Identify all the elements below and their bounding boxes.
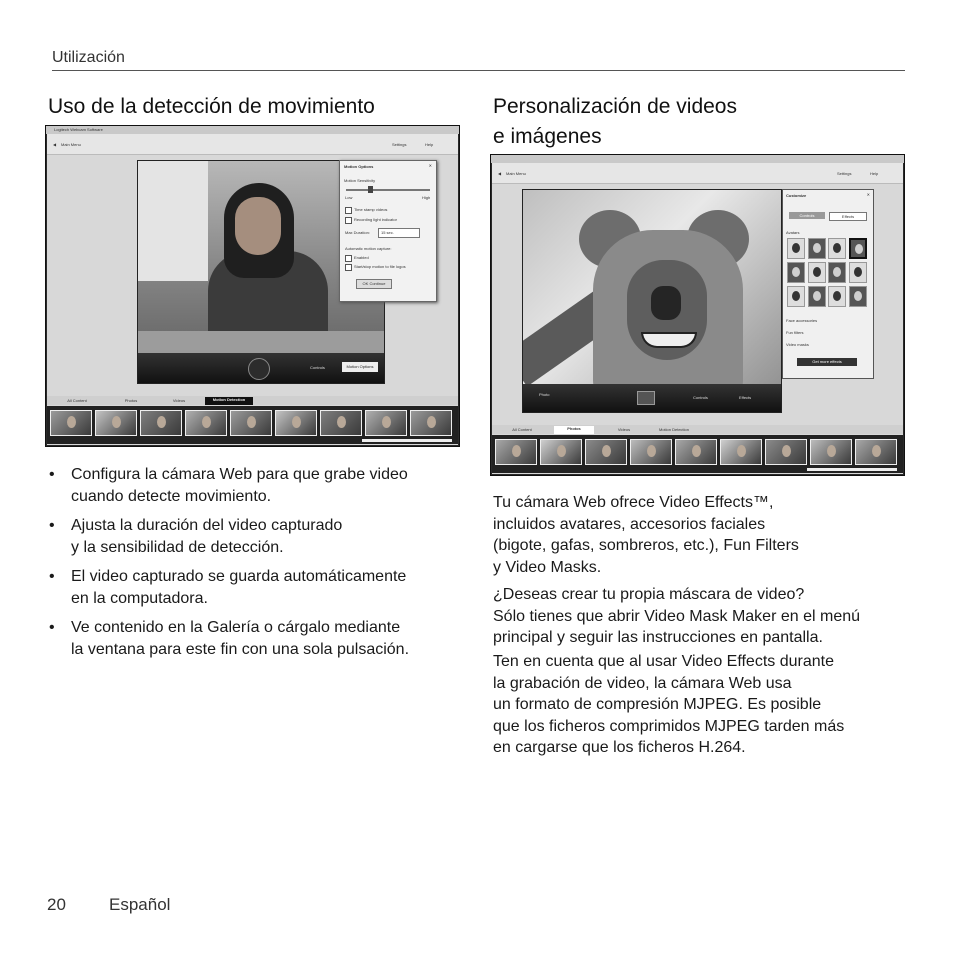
section-label: Utilización: [52, 49, 125, 66]
bullet-dot: •: [49, 619, 55, 636]
feature-bullet-list: [48, 464, 458, 668]
avatar-option[interactable]: [849, 238, 867, 259]
bullet-line: en la computadora.: [71, 589, 208, 607]
bullet-dot: •: [49, 466, 55, 483]
gallery-thumbnail[interactable]: [185, 410, 227, 436]
main-menu-link[interactable]: Main Menu: [61, 142, 81, 147]
gallery-thumbnail[interactable]: [585, 439, 627, 465]
settings-link[interactable]: Settings: [392, 142, 407, 147]
customize-panel: [782, 189, 874, 379]
paragraph-line: Sólo tienes que abrir Video Mask Maker en el menú: [493, 607, 861, 625]
sensitivity-slider[interactable]: [346, 189, 430, 191]
window-titlebar: [491, 155, 904, 163]
gallery-tabs: [47, 396, 458, 405]
page-number: 20: [47, 895, 66, 914]
bullet-item: [48, 566, 458, 609]
get-more-effects-button[interactable]: Get more effects: [797, 358, 857, 366]
panel-title: Motion Options: [344, 164, 374, 169]
bullet-line: El video capturado se guarda automáticamente: [71, 568, 407, 585]
duration-label: Max Duration:: [345, 230, 370, 235]
gallery-thumbnail[interactable]: [675, 439, 717, 465]
avatar-head: [792, 267, 800, 277]
checkbox-logos[interactable]: [345, 264, 352, 271]
option-enabled: Enabled: [354, 255, 369, 260]
slider-low: Low: [345, 195, 353, 200]
section-accessories[interactable]: Face accessories: [786, 318, 818, 323]
thumbnail-face: [247, 416, 256, 428]
camera-capture-button[interactable]: [248, 358, 270, 380]
thumbnail-face: [292, 416, 301, 428]
avatar-option[interactable]: [787, 262, 805, 283]
bullet-line: Ajusta la duración del video capturado: [71, 517, 343, 534]
thumbnail-face: [337, 416, 346, 428]
settings-link[interactable]: Settings: [837, 171, 852, 176]
avatar-head: [854, 267, 862, 277]
home-icon[interactable]: ◀: [498, 171, 502, 176]
gallery-scrollbar[interactable]: [807, 468, 897, 471]
section-avatars[interactable]: Avatars: [786, 230, 800, 235]
avatar-option[interactable]: [828, 262, 846, 283]
avatar-option[interactable]: [849, 262, 867, 283]
avatar-grid: [787, 238, 869, 310]
thumbnail-face: [692, 445, 701, 457]
gallery-thumbnail[interactable]: [495, 439, 537, 465]
tab-motion-detection[interactable]: Motion Detection: [205, 397, 253, 405]
avatar-option[interactable]: [787, 238, 805, 259]
checkbox-timestamp[interactable]: [345, 207, 352, 214]
option-timestamp: Time stamp videos: [354, 207, 388, 212]
controls-button[interactable]: Controls: [310, 365, 325, 370]
heading-motion-detection: Uso de la detección de movimiento: [48, 95, 375, 118]
controls-button[interactable]: Controls: [693, 395, 708, 400]
gallery-thumbnail[interactable]: [140, 410, 182, 436]
option-light: Recording light indicator: [354, 217, 397, 222]
heading-line-2: e imágenes: [493, 125, 602, 148]
avatar-head: [813, 291, 821, 301]
close-icon[interactable]: ✕: [428, 163, 432, 168]
screenshot-motion-detection: [45, 125, 460, 447]
app-topbar: [492, 163, 903, 184]
bullet-item: [48, 617, 458, 660]
paragraph-line: en cargarse que los ficheros H.264.: [493, 739, 746, 756]
help-link[interactable]: Help: [425, 142, 434, 147]
avatar-head: [813, 243, 821, 253]
thumbnail-strip: [492, 435, 903, 473]
thumbnail-face: [382, 416, 391, 428]
avatar-option[interactable]: [828, 286, 846, 307]
duration-select[interactable]: 15 sec.: [378, 228, 420, 238]
bullet-line: Configura la cámara Web para que grabe video: [71, 466, 408, 483]
gallery-scrollbar[interactable]: [362, 439, 452, 442]
video-controlbar: [523, 384, 781, 412]
tab-videos[interactable]: Videos: [617, 427, 631, 432]
avatar-head: [833, 243, 841, 253]
tab-all-content[interactable]: All Content: [512, 427, 532, 432]
bullet-line: y la sensibilidad de detección.: [71, 538, 284, 556]
main-menu-link[interactable]: Main Menu: [506, 171, 526, 176]
gallery-thumbnail[interactable]: [720, 439, 762, 465]
tab-motion-detection[interactable]: Motion Detection: [658, 427, 689, 432]
tab-all-content[interactable]: All Content: [67, 398, 87, 403]
paragraph-line: y Video Masks.: [493, 558, 602, 576]
paragraph-line: un formato de compresión MJPEG. Es posible: [493, 696, 822, 713]
thumbnail-face: [112, 416, 121, 428]
checkbox-enabled[interactable]: [345, 255, 352, 262]
gallery-thumbnail[interactable]: [320, 410, 362, 436]
thumbnail-face: [602, 445, 611, 457]
avatar-head: [833, 291, 841, 301]
header-rule: [52, 70, 905, 71]
thumbnail-face: [827, 445, 836, 457]
app-window: [492, 163, 903, 474]
bullet-line: Ve contenido en la Galería o cárgalo mediante: [71, 619, 401, 636]
avatar-head: [792, 291, 800, 301]
window-titlebar: [46, 126, 459, 134]
gallery-thumbnail[interactable]: [230, 410, 272, 436]
bullet-line: cuando detecte movimiento.: [71, 487, 272, 505]
gallery-thumbnail[interactable]: [50, 410, 92, 436]
panel-title: Customize: [786, 193, 807, 198]
avatar-head: [792, 243, 800, 253]
slider-high: High: [422, 195, 431, 200]
video-preview: [522, 189, 782, 413]
thumbnail-face: [647, 445, 656, 457]
help-link[interactable]: Help: [870, 171, 879, 176]
thumbnail-face: [67, 416, 76, 428]
photo-mode-label[interactable]: Photo: [539, 392, 550, 397]
bullet-dot: •: [49, 568, 55, 585]
paragraph-line: (bigote, gafas, sombreros, etc.), Fun Filters: [493, 537, 799, 554]
thumbnail-face: [557, 445, 566, 457]
paragraph-line: que los ficheros comprimidos MJPEG tarden más: [493, 717, 845, 735]
thumbnail-face: [427, 416, 436, 428]
avatar-head: [833, 267, 841, 277]
checkbox-light[interactable]: [345, 217, 352, 224]
slider-thumb[interactable]: [368, 186, 373, 193]
bullet-line: la ventana para este fin con una sola pulsación.: [71, 640, 410, 658]
thumbnail-strip: [47, 406, 458, 444]
thumbnail-face: [782, 445, 791, 457]
gallery-thumbnail[interactable]: [855, 439, 897, 465]
bullet-item: [48, 464, 458, 507]
gallery-thumbnail[interactable]: [275, 410, 317, 436]
avatar-option[interactable]: [808, 262, 826, 283]
paragraph-video-effects: [493, 492, 908, 578]
paragraph-line: Tu cámara Web ofrece Video Effects™,: [493, 494, 774, 511]
tab-videos[interactable]: Videos: [172, 398, 186, 403]
gallery-thumbnail[interactable]: [630, 439, 672, 465]
paragraph-video-mask: [493, 584, 908, 649]
tab-effects[interactable]: Effects: [829, 212, 867, 221]
bullet-dot: •: [49, 517, 55, 534]
app-window: [47, 134, 458, 445]
avatar-option[interactable]: [828, 238, 846, 259]
avatar-option[interactable]: [787, 286, 805, 307]
video-controlbar: [138, 353, 384, 383]
tab-controls[interactable]: Controls: [789, 212, 825, 219]
gallery-thumbnail[interactable]: [410, 410, 452, 436]
person-face: [235, 197, 281, 255]
paragraph-line: la grabación de video, la cámara Web usa: [493, 674, 792, 692]
heading-video-customization: [493, 92, 873, 152]
window-light: [138, 161, 208, 281]
home-icon[interactable]: ◀: [53, 142, 57, 147]
auto-capture-label: Automatic motion capture:: [345, 246, 392, 251]
thumbnail-face: [512, 445, 521, 457]
app-topbar: [47, 134, 458, 155]
section-filters[interactable]: Fun filters: [786, 330, 804, 335]
camera-capture-button[interactable]: [637, 391, 655, 405]
screenshot-video-effects: [490, 154, 905, 476]
motion-options-panel: [339, 160, 437, 302]
koala-smile: [641, 332, 697, 348]
panel-ok-button[interactable]: OK Continue: [356, 279, 392, 289]
gallery-thumbnail[interactable]: [810, 439, 852, 465]
thumbnail-face: [202, 416, 211, 428]
thumbnail-face: [157, 416, 166, 428]
paragraph-line: ¿Deseas crear tu propia máscara de video?: [493, 586, 805, 603]
gallery-thumbnail[interactable]: [540, 439, 582, 465]
motion-options-button[interactable]: Motion Options: [342, 362, 378, 372]
avatar-option[interactable]: [808, 286, 826, 307]
paragraph-line: principal y seguir las instrucciones en pantalla.: [493, 629, 823, 646]
effects-button[interactable]: Effects: [739, 395, 752, 400]
thumbnail-face: [872, 445, 881, 457]
section-masks[interactable]: Video masks: [786, 342, 809, 347]
koala-nose: [651, 286, 681, 320]
gallery-thumbnail[interactable]: [765, 439, 807, 465]
thumbnail-face: [737, 445, 746, 457]
avatar-head: [854, 291, 862, 301]
tab-photos[interactable]: Photos: [124, 398, 138, 403]
avatar-option[interactable]: [849, 286, 867, 307]
gallery-thumbnail[interactable]: [95, 410, 137, 436]
window-title: Logitech Webcam Software: [54, 127, 103, 132]
avatar-head: [813, 267, 821, 277]
option-logos: Start/stop motion to file logos: [354, 264, 406, 269]
paragraph-mjpeg-note: [493, 651, 908, 759]
paragraph-line: incluidos avatares, accesorios faciales: [493, 515, 766, 533]
table-surface: [138, 331, 384, 353]
gallery-thumbnail[interactable]: [365, 410, 407, 436]
gallery-tabs: [492, 425, 903, 434]
sensitivity-label: Motion Sensitivity: [344, 178, 376, 183]
paragraph-line: Ten en cuenta que al usar Video Effects durante: [493, 653, 834, 670]
close-icon[interactable]: ✕: [866, 192, 870, 197]
bullet-item: [48, 515, 458, 558]
avatar-option[interactable]: [808, 238, 826, 259]
heading-line-1: Personalización de videos: [493, 95, 737, 118]
avatar-head: [855, 244, 863, 254]
footer-language: Español: [109, 895, 171, 914]
tab-photos[interactable]: Photos: [554, 426, 594, 434]
